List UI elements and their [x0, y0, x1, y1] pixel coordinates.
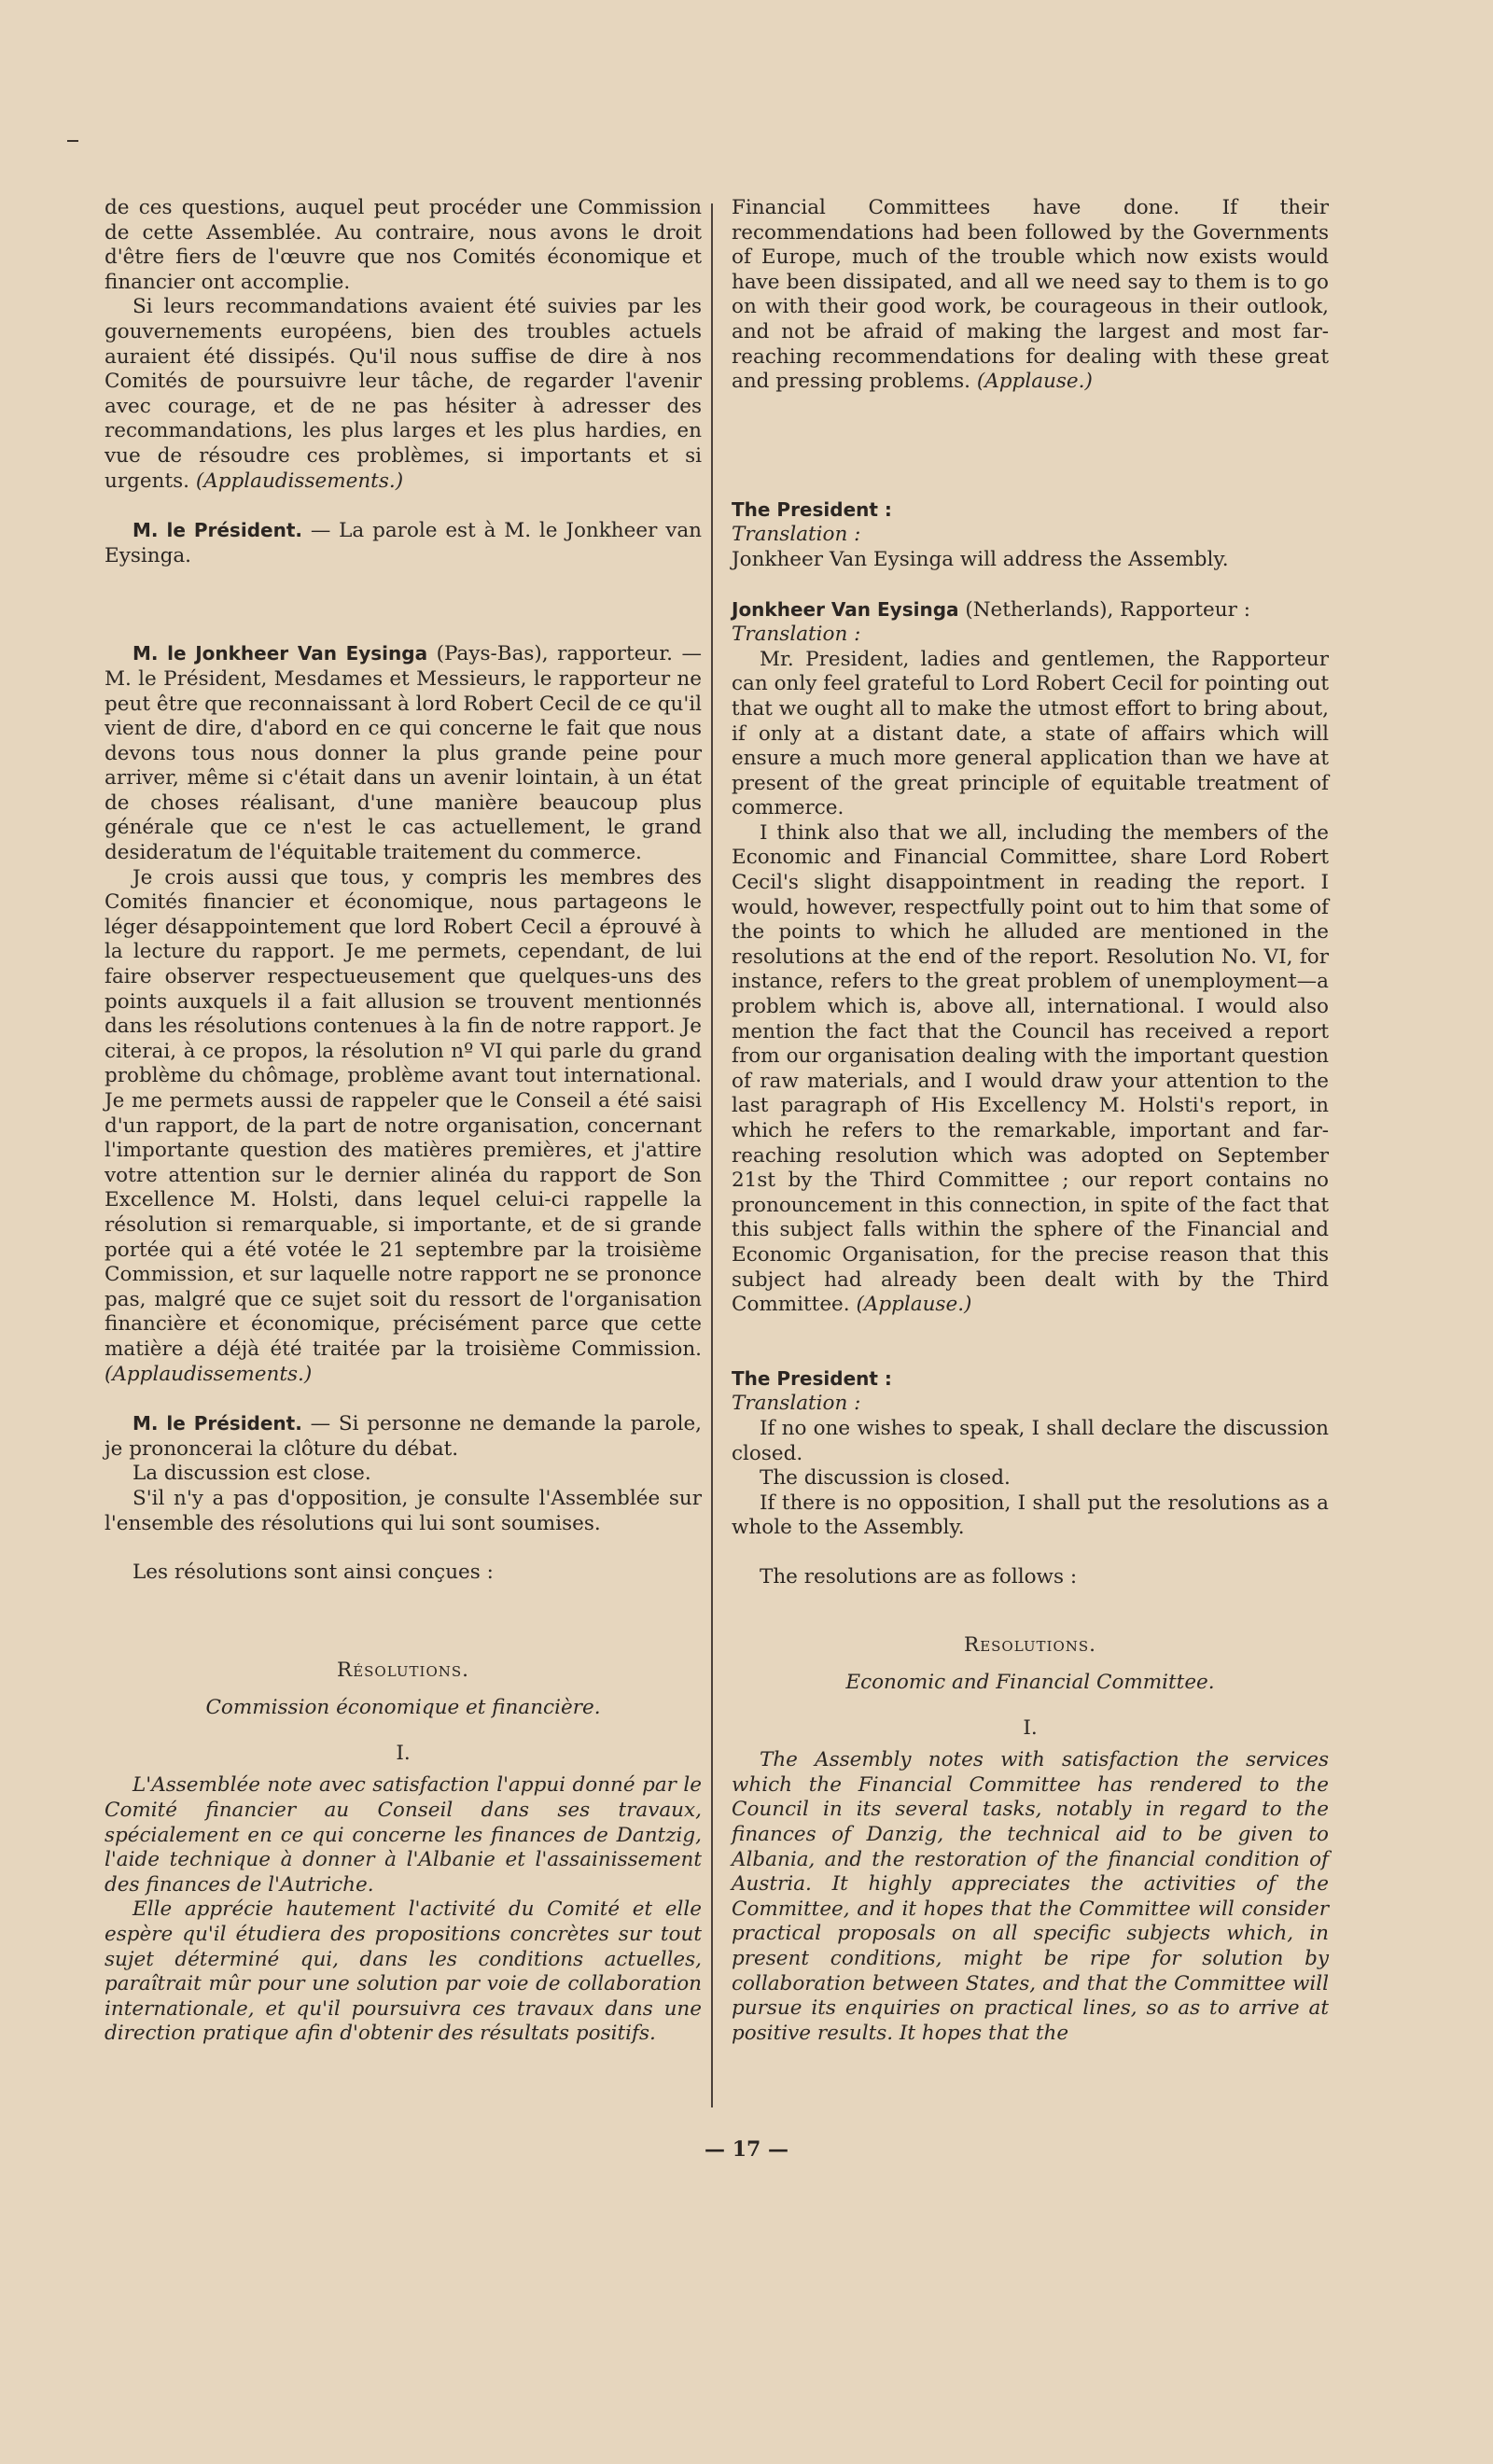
fr-eysinga-paragraph-2: [105, 866, 702, 1387]
french-column: [105, 196, 702, 2047]
en-resolution-text: [732, 1748, 1329, 2046]
fr-resolution-number: I.: [396, 1741, 411, 1765]
fr-paragraph-2: [105, 295, 702, 494]
fr-discussion-closed: La discussion est close.: [133, 1462, 371, 1486]
en-discussion-closed: The discussion is closed.: [760, 1466, 1011, 1491]
fr-president-1: [105, 518, 702, 568]
en-eysinga-heading: [732, 597, 1329, 623]
english-column: [732, 196, 1329, 2046]
en-paragraph-1-text: Financial Committees have done. If their recommendations had been followed by the Governments of Europe, much of the trouble which now exists would have been dissipated, and all we need say to them is to go on with their good work, be courageous in their outlook, and not be afraid of making the largest and most far-reaching recommendations for dealing with these great and pressing problems.: [732, 196, 1329, 394]
en-translation-2: Translation :: [732, 623, 861, 647]
en-translation-3: Translation :: [732, 1392, 861, 1416]
en-consult: If there is no opposition, I shall put the resolutions as a whole to the Assembly.: [732, 1491, 1329, 1540]
fr-committee-subheading: Commission économique et financière.: [205, 1696, 601, 1720]
column-divider: [711, 203, 713, 2107]
en-eysinga-speaker: Jonkheer Van Eysinga: [732, 597, 959, 621]
en-eysinga-role: (Netherlands), Rapporteur :: [958, 597, 1250, 622]
fr-eysinga-intro: (Pays-Bas), rapporteur. — M. le Président, Mesdames et Messieurs, le rapporteur ne peut être que reconnaissant à lord Robert Cecil de ce qu'il vient de dire, d'abord en ce qui concerne le fait que nous devons tous nous donner la plus grande peine pour arriver, même si c'était dans un avenir lointain, à un état de choses réalisant, d'une manière beaucoup plus générale que ce n'est le cas actuellement, le grand desideratum de l'équitable traitement du commerce.: [105, 642, 702, 865]
en-resolution-p1: The Assembly notes with satisfaction the services which the Financial Committee has rendered to the Council in its several tasks, notably in regard to the finances of Danzig, the technical aid to be given to Albania, and the restoration of the financial condition of Austria. It highly appreciates the activities of the Committee, and it hopes that the Committee will consider practical proposals on all specific subjects which, in present conditions, might be ripe for solution by collaboration between States, and that the Committee will pursue its enquiries on practical lines, so as to arrive at positive results. It hopes that the: [732, 1748, 1329, 2045]
fr-eysinga-speaker: M. le Jonkheer Van Eysinga: [133, 642, 428, 665]
en-president-1-speaker: [732, 497, 1329, 524]
fr-president-speaker-1: M. le Président.: [133, 519, 302, 542]
fr-president-text-2: — Si personne ne demande la parole, je prononcerai la clôture du débat.: [105, 1412, 703, 1461]
en-eysinga-p2-text: I think also that we all, including the members of the Economic and Financial Committee, share Lord Robert Cecil's slight disappointment in reading the report. I would, however, respectfully point out to him that some of the points to which he alluded are mentioned in the resolutions at the end of the report. Resolution No. VI, for instance, refers to the great problem of unemployment—a problem which is, above all, international. I would also mention the fact that the Council has received a report from our organisation dealing with the important question of raw materials, and I would draw your attention to the last paragraph of His Excellency M. Holsti's report, in which he refers to the remarkable, important and far-reaching resolution which was adopted on September 21st by the Third Committee ; our report contains no pronouncement in this connection, in spite of the fact that this subject falls within the sphere of the Financial and Economic Organisation, for the precise reason that this subject had already been dealt with by the Third Committee.: [732, 820, 1329, 1317]
en-resolutions-heading: Resolutions.: [964, 1632, 1096, 1657]
page-number: — 17 —: [705, 2137, 788, 2162]
fr-eysinga-p2-text: Je crois aussi que tous, y compris les membres des Comités financier et économique, nous partageons le léger désappointement que lord Robert Cecil a éprouvé à la lecture du rapport. Je me permets, cependant, de lui faire observer respectueusement que quelques-uns des points auxquels il a fait allusion se trouvent mentionnés dans les résolutions contenues à la fin de notre rapport. Je citerai, à ce propos, la résolution nº VI qui parle du grand problème du chômage, problème avant tout international. Je me permets aussi de rappeler que le Conseil a été saisi d'un rapport, de la part de notre organisation, concernant l'importante question des matières premières, et j'attire votre attention sur le dernier alinéa du rapport de Son Excellence M. Holsti, dans lequel celui-ci rappelle la résolution si remarquable, si importante, et de si grande portée qui a été votée le 21 septembre par la troisième Commission, et sur laquelle notre rapport ne se prononce pas, malgré que ce sujet soit du ressort de l'organisation financière et économique, précisément parce que cette matière a déjà été traitée par la troisième Commission.: [105, 865, 702, 1361]
en-president-2-speaker: [732, 1366, 1329, 1393]
fr-resolution-p2: Elle apprécie hautement l'activité du Comité et elle espère qu'il étudiera des propositions concrètes sur tout sujet déterminé qui, dans les conditions actuelles, paraîtrait mûr pour une solution par voie de collaboration internationale, et qu'il poursuivra ces travaux dans une direction pratique afin d'obtenir des résultats positifs.: [105, 1897, 702, 2046]
en-translation-1: Translation :: [732, 523, 861, 547]
en-president-speaker-1: The President :: [732, 497, 892, 521]
fr-resolutions-heading: Résolutions.: [337, 1658, 469, 1682]
en-president-speaker-2: The President :: [732, 1366, 892, 1390]
en-committee-subheading: Economic and Financial Committee.: [845, 1671, 1215, 1695]
en-eysinga-paragraph-2: [732, 821, 1329, 1318]
en-eysinga-paragraph-1: Mr. President, ladies and gentlemen, the Rapporteur can only feel grateful to Lord Robert Cecil for pointing out that we ought all to make the utmost effort to bring about, if only at a distant date, a state of affairs which will ensure a much more general application than we have at present of the great principle of equitable treatment of commerce.: [732, 647, 1329, 820]
fr-applause-2: (Applaudissements.): [105, 1362, 313, 1386]
fr-consult: S'il n'y a pas d'opposition, je consulte l'Assemblée sur l'ensemble des résolutions qui lui sont soumises.: [105, 1486, 702, 1535]
en-applause-2: (Applause.): [856, 1293, 972, 1317]
fr-applause-1: (Applaudissements.): [195, 469, 404, 493]
en-applause-1: (Applause.): [976, 370, 1093, 394]
fr-president-speaker-2: M. le Président.: [133, 1412, 302, 1435]
fr-paragraph-1: de ces questions, auquel peut procéder une Commission de cette Assemblée. Au contraire, nous avons le droit d'être fiers de l'œuvre que nos Comités économique et financier ont accomplie.: [105, 196, 702, 294]
fr-eysinga-speech: [105, 641, 702, 865]
fr-resolution-p1: L'Assemblée note avec satisfaction l'appui donné par le Comité financier au Conseil dans ses travaux, spécialement en ce qui concerne les finances de Dantzig, l'aide technique à donner à l'Albanie et l'assainissement des finances de l'Autriche.: [105, 1773, 702, 1897]
fr-resolutions-intro: Les résolutions sont ainsi conçues :: [133, 1561, 494, 1585]
fr-paragraph-2-text: Si leurs recommandations avaient été suivies par les gouvernements européens, bien des troubles actuels auraient été dissipés. Qu'il nous suffise de dire à nos Comités de poursuivre leur tâche, de regarder l'avenir avec courage, et de ne pas hésiter à adresser des recommandations, les plus larges et les plus hardies, en vue de résoudre ces problèmes, si importants et si urgents.: [105, 295, 702, 493]
en-president-text-1: Jonkheer Van Eysinga will address the Assembly.: [732, 547, 1229, 571]
en-resolutions-intro: The resolutions are as follows :: [760, 1564, 1078, 1589]
fr-resolution-text: [105, 1773, 702, 2047]
page-dash: [67, 140, 78, 142]
fr-president-2: [105, 1411, 702, 1462]
en-resolution-number: I.: [1023, 1715, 1038, 1740]
en-president-text-2: If no one wishes to speak, I shall declare the discussion closed.: [732, 1416, 1329, 1465]
fr-president-text-1: — La parole est à M. le Jonkheer van Eysinga.: [105, 519, 703, 567]
en-paragraph-1: [732, 196, 1329, 395]
